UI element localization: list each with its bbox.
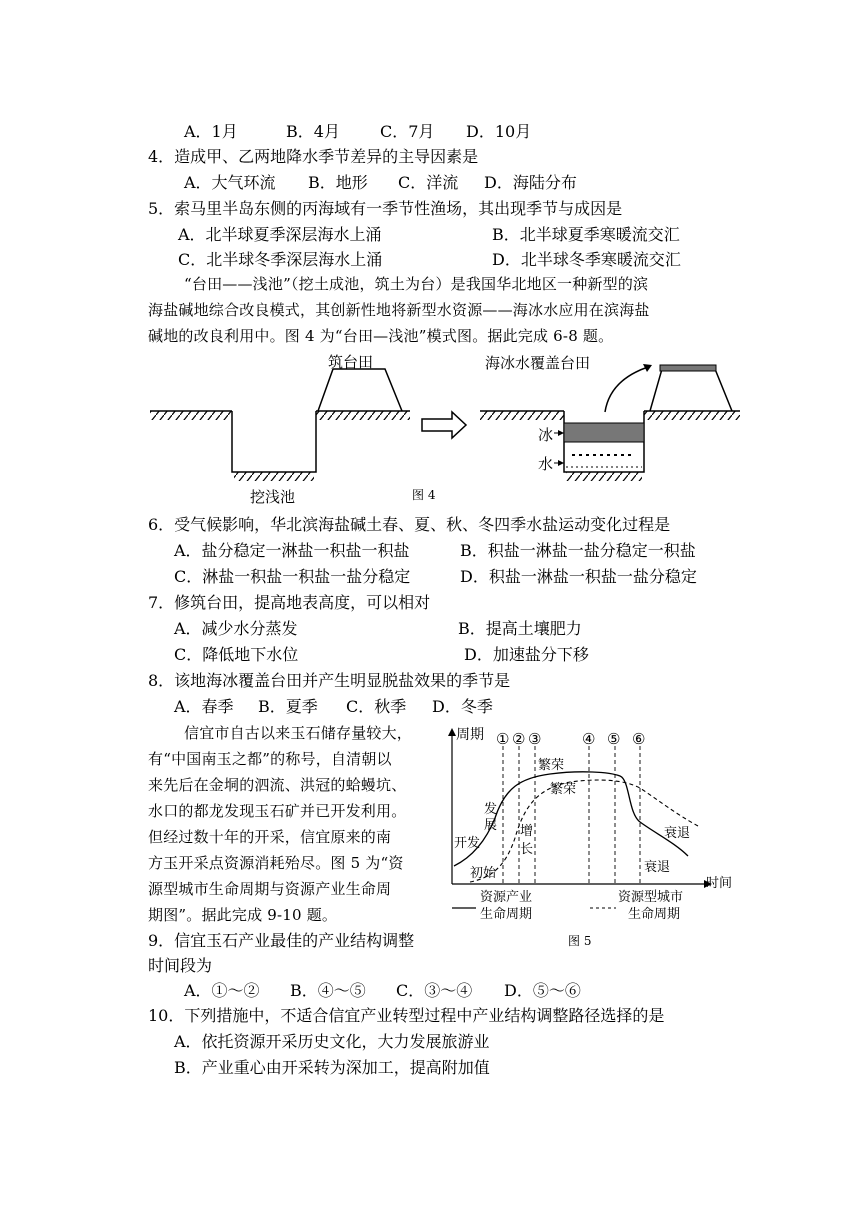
q5-option-b: B．北半球夏季寒暖流交汇	[492, 225, 680, 244]
q4-option-d: D．海陆分布	[484, 173, 577, 192]
fig5-caption: 图 5	[568, 934, 592, 948]
q5-stem: 5．索马里半岛东侧的丙海域有一季节性渔场，其出现季节与成因是	[148, 199, 623, 218]
q8-option-b: B．夏季	[258, 697, 318, 716]
q5-option-d: D．北半球冬季寒暖流交汇	[492, 250, 681, 269]
fig5-marker-5: ⑤	[607, 730, 621, 748]
passage2-line5: 但经过数十年的开采，信宜原来的南	[148, 828, 392, 846]
q3-option-c: C．7月	[380, 122, 435, 141]
q7-option-c: C．降低地下水位	[174, 645, 299, 664]
q4-option-b: B．地形	[308, 173, 368, 192]
fig4-right-ground	[480, 364, 740, 481]
passage1-line1: “台田——浅池”（挖土成池，筑土为台）是我国华北地区一种新型的滨	[184, 275, 649, 293]
fig5-stage-zengzhang2: 长	[520, 842, 534, 857]
fig5-marker-4: ④	[582, 730, 596, 748]
fig5-stage-fazhan1: 发	[484, 802, 498, 817]
fig4-transform-arrow	[422, 412, 466, 438]
fig5-marker-6: ⑥	[632, 730, 646, 748]
q7-stem: 7．修筑台田，提高地表高度，可以相对	[148, 593, 431, 612]
q5-option-a: A．北半球夏季深层海水上涌	[178, 225, 382, 244]
q8-option-d: D．冬季	[432, 697, 493, 716]
q10-option-b: B．产业重心由开采转为深加工，提高附加值	[174, 1058, 490, 1077]
q3-option-a: A．1月	[184, 122, 238, 141]
fig5-stage-kaifa: 开发	[454, 836, 481, 851]
q9-stem-line1: 9．信宜玉石产业最佳的产业结构调整	[148, 931, 415, 950]
q6-option-a: A．盐分稳定一淋盐一积盐一积盐	[174, 541, 410, 560]
q6-option-d: D．积盐一淋盐一积盐一盐分稳定	[460, 567, 697, 586]
fig4-label-ice: 冰	[538, 426, 554, 444]
fig5-stage-chushi: 初始	[470, 866, 497, 881]
fig5-stage-fanrong1: 繁荣	[538, 758, 565, 773]
q6-stem: 6．受气候影响，华北滨海盐碱土春、夏、秋、冬四季水盐运动变化过程是	[148, 515, 671, 534]
fig5-legend1a: 资源产业	[480, 890, 533, 905]
q8-stem: 8．该地海冰覆盖台田并产生明显脱盐效果的季节是	[148, 671, 511, 690]
fig4-label-cover: 海冰水覆盖台田	[485, 354, 591, 372]
passage2-line2: 有“中国南玉之都”的称号，自清朝以	[148, 750, 392, 768]
q9-option-a: A．①～②	[184, 981, 260, 1000]
q5-option-c: C．北半球冬季深层海水上涌	[178, 250, 383, 269]
q7-option-b: B．提高土壤肥力	[458, 619, 582, 638]
q10-stem: 10．下列措施中，不适合信宜产业转型过程中产业结构调整路径选择的是	[148, 1006, 665, 1025]
fig5-legend2b: 生命周期	[628, 907, 681, 922]
fig5-stage-fanrong2: 繁荣	[550, 782, 577, 797]
q7-option-d: D．加速盐分下移	[464, 645, 589, 664]
q9-stem-line2: 时间段为	[148, 956, 213, 975]
figure-4-diagram	[140, 345, 750, 510]
fig4-label-water: 水	[538, 455, 554, 473]
q9-option-c: C．③～④	[396, 981, 473, 1000]
fig4-label-tai: 筑台田	[328, 353, 374, 371]
q4-option-c: C．洋流	[398, 173, 459, 192]
fig5-legend2a: 资源型城市	[618, 890, 684, 905]
passage2-line4: 水口的都龙发现玉石矿并已开发利用。	[148, 802, 407, 820]
fig5-marker-1: ①	[496, 730, 510, 748]
q4-option-a: A．大气环流	[184, 173, 276, 192]
passage1-line2: 海盐碱地综合改良模式，其创新性地将新型水资源——海冰水应用在滨海盐	[148, 301, 650, 319]
fig4-label-pool: 挖浅池	[250, 488, 296, 506]
passage2-line6: 方玉开采点资源消耗殆尽。图 5 为“资	[148, 854, 404, 872]
passage2-line1: 信宜市自古以来玉石储存量较大，	[184, 724, 413, 742]
fig5-xlabel: 时间	[706, 876, 733, 891]
passage2-line3: 来先后在金垌的泗流、洪冠的蛤蟃坑、	[148, 776, 407, 794]
q3-option-b: B．4月	[286, 122, 340, 141]
q9-option-b: B．④～⑤	[290, 981, 366, 1000]
fig5-stage-fazhan2: 展	[484, 818, 498, 833]
fig5-ylabel: 周期	[456, 727, 484, 743]
q6-option-b: B．积盐一淋盐一盐分稳定一积盐	[460, 541, 696, 560]
passage2-line8: 期图”。据此完成 9-10 题。	[148, 906, 338, 924]
q10-option-a: A．依托资源开采历史文化，大力发展旅游业	[174, 1032, 490, 1051]
q3-option-d: D．10月	[466, 122, 532, 141]
q6-option-c: C．淋盐一积盐一积盐一盐分稳定	[174, 567, 411, 586]
fig4-caption: 图 4	[412, 488, 436, 502]
fig4-left-ground	[150, 369, 410, 481]
fig5-marker-3: ③	[528, 730, 542, 748]
q8-option-a: A．春季	[174, 697, 234, 716]
fig5-stage-shuaitui2: 衰退	[644, 860, 671, 875]
q4-stem: 4．造成甲、乙两地降水季节差异的主导因素是	[148, 147, 479, 166]
q7-option-a: A．减少水分蒸发	[174, 619, 298, 638]
fig5-marker-2: ②	[512, 730, 526, 748]
passage1-line3: 碱地的改良利用中。图 4 为“台田—浅池”模式图。据此完成 6-8 题。	[148, 327, 614, 345]
fig5-stage-zengzhang1: 增	[520, 824, 534, 839]
q8-option-c: C．秋季	[346, 697, 407, 716]
fig5-legend1b: 生命周期	[480, 907, 533, 922]
q9-option-d: D．⑤～⑥	[504, 981, 581, 1000]
passage2-line7: 源型城市生命周期与资源产业生命周	[148, 880, 392, 898]
fig5-stage-shuaitui1: 衰退	[664, 826, 691, 841]
